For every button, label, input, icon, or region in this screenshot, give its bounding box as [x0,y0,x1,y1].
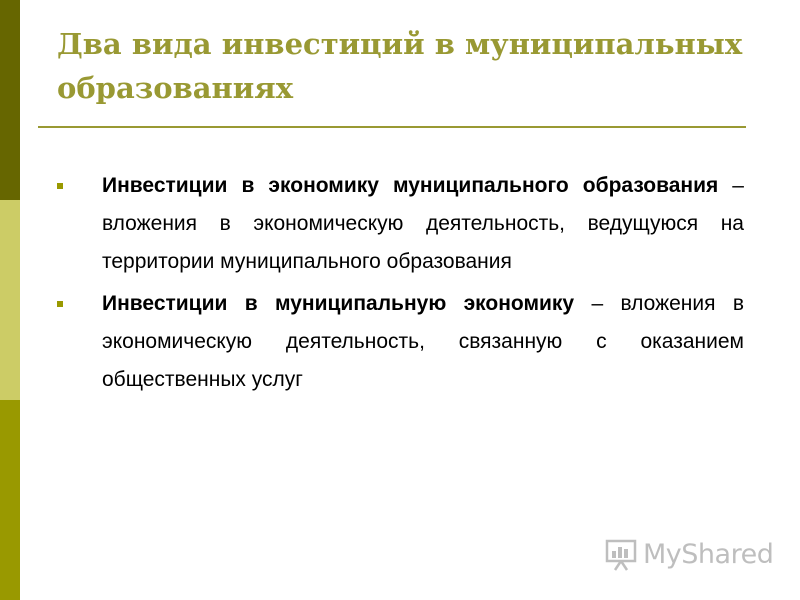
watermark-text: MyShared [643,538,774,570]
square-bullet-icon [57,183,63,189]
bullet-item [57,285,744,399]
bullet-term: Инвестиции в экономику муниципального образования [102,174,719,197]
title-divider [38,126,746,128]
side-bar-segment-bottom [0,400,20,600]
presentation-board-icon [605,537,639,571]
side-bar-segment-middle [0,200,20,400]
side-bar-segment-top [0,0,20,200]
bullet-list [57,167,744,403]
square-bullet-icon [57,301,63,307]
bullet-item [57,167,744,281]
bullet-term: Инвестиции в муниципальную экономику [102,292,575,315]
watermark [605,537,773,571]
side-accent-bar [0,0,20,600]
bullet-definition: – вложения в экономическую деятельность, связанную с оказанием общественных услуг [102,292,744,391]
bullet-definition: – вложения в экономическую деятельность, ведущуюся на территории муниципального образования [102,174,744,273]
slide-title: Два вида инвестиций в муниципальных образованиях [57,27,743,105]
